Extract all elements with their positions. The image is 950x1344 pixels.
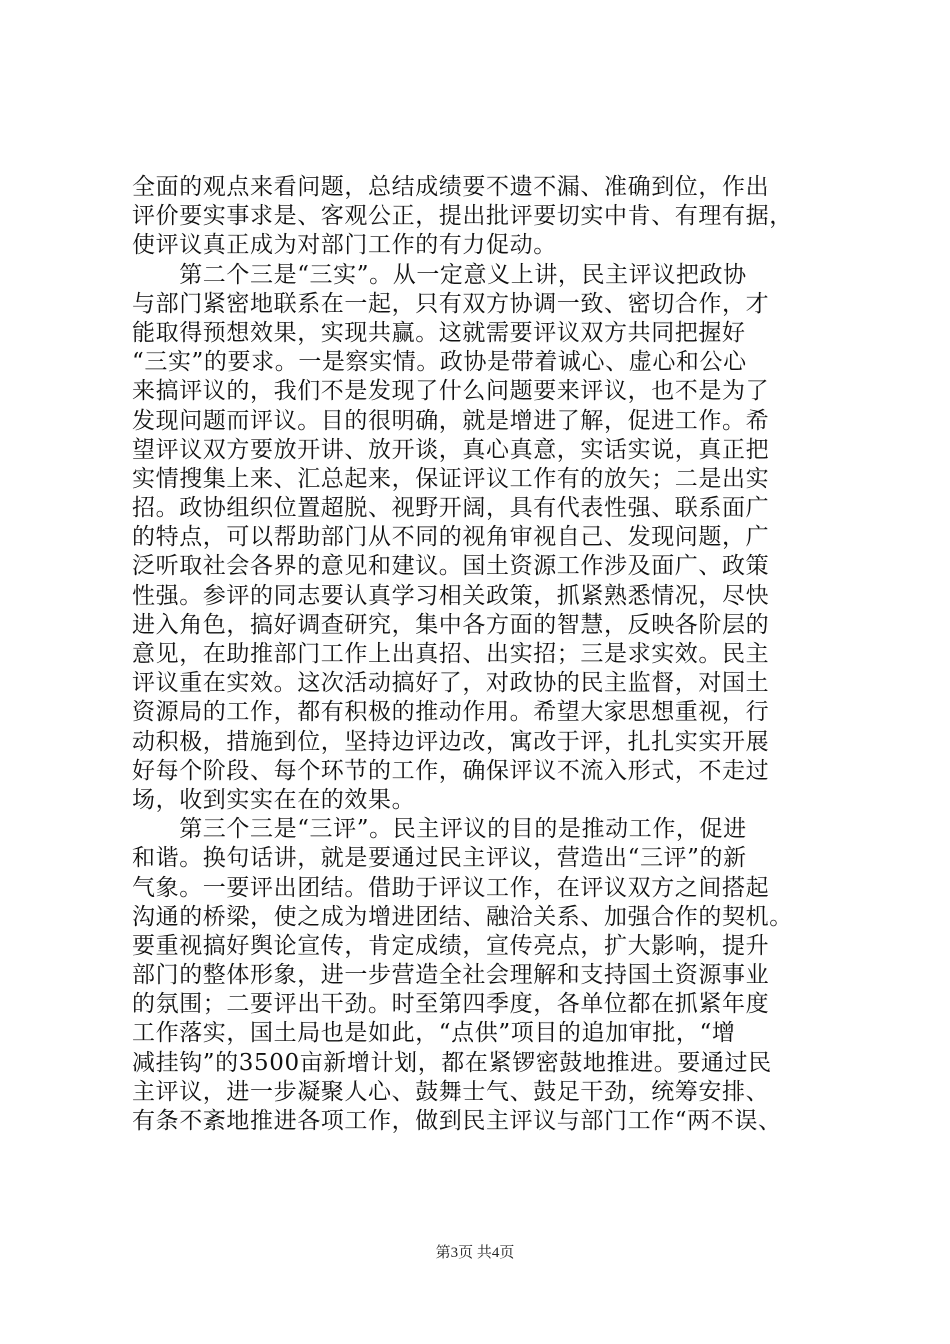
body-text	[132, 173, 852, 1136]
text-line: 场，收到实实在在的效果。	[132, 786, 416, 813]
text-line: 要重视搞好舆论宣传，肯定成绩，宣传亮点，扩大影响，提升	[132, 932, 770, 959]
text-line: 和谐。换句话讲，就是要通过民主评议，营造出“三评”的新	[132, 845, 747, 872]
text-line: 沟通的桥梁，使之成为增进团结、融洽关系、加强合作的契机。	[132, 903, 793, 930]
text-line: 来搞评议的，我们不是发现了什么问题要来评议，也不是为了	[132, 378, 770, 405]
text-line: 气象。一要评出团结。借助于评议工作，在评议双方之间搭起	[132, 874, 770, 901]
text-line: 意见，在助推部门工作上出真招、出实招；三是求实效。民主	[132, 641, 770, 667]
text-line: 第二个三是“三实”。从一定意义上讲，民主评议把政协	[132, 261, 747, 288]
text-line: 部门的整体形象，进一步营造全社会理解和支持国土资源事业	[132, 962, 770, 989]
page-number-label: 第3页 共4页	[435, 1245, 515, 1261]
text-line: 动积极，措施到位，坚持边评边改，寓改于评，扎扎实实开展	[132, 728, 770, 755]
text-line: 工作落实，国土局也是如此，“点供”项目的追加审批，“增	[132, 1020, 736, 1047]
text-line: 资源局的工作，都有积极的推动作用。希望大家思想重视，行	[132, 699, 770, 726]
text-line: 有条不紊地推进各项工作，做到民主评议与部门工作“两不误、	[132, 1108, 782, 1134]
text-line: “三实”的要求。一是察实情。政协是带着诚心、虚心和公心	[132, 349, 747, 376]
text-line: 进入角色，搞好调查研究，集中各方面的智慧，反映各阶层的	[132, 611, 770, 638]
text-line: 泛听取社会各界的意见和建议。国土资源工作涉及面广、政策	[132, 553, 770, 580]
text-line: 减挂钩”的3500亩新增计划，都在紧锣密鼓地推进。要通过民	[132, 1049, 772, 1076]
text-line: 好每个阶段、每个环节的工作，确保评议不流入形式，不走过	[132, 757, 770, 784]
text-line: 第三个三是“三评”。民主评议的目的是推动工作，促进	[132, 816, 747, 843]
text-line: 发现问题而评议。目的很明确，就是增进了解，促进工作。希	[132, 407, 770, 434]
text-line: 评议重在实效。这次活动搞好了，对政协的民主监督，对国土	[132, 670, 770, 697]
text-line: 的特点，可以帮助部门从不同的视角审视自己、发现问题，广	[132, 524, 770, 551]
text-line: 与部门紧密地联系在一起，只有双方协调一致、密切合作，才	[132, 290, 770, 317]
text-line: 望评议双方要放开讲、放开谈，真心真意，实话实说，真正把	[132, 436, 770, 463]
text-line: 评价要实事求是、客观公正，提出批评要切实中肯、有理有据，	[132, 203, 793, 230]
text-line: 使评议真正成为对部门工作的有力促动。	[132, 232, 557, 259]
text-line: 主评议，进一步凝聚人心、鼓舞士气、鼓足干劲，统筹安排、	[132, 1078, 770, 1105]
text-line: 全面的观点来看问题，总结成绩要不遗不漏、准确到位，作出	[132, 174, 770, 200]
page-footer	[0, 1243, 950, 1263]
text-line: 实情搜集上来、汇总起来，保证评议工作有的放矢；二是出实	[132, 465, 770, 492]
text-line: 的氛围；二要评出干劲。时至第四季度，各单位都在抓紧年度	[132, 991, 770, 1018]
text-line: 招。政协组织位置超脱、视野开阔，具有代表性强、联系面广	[132, 495, 770, 522]
text-line: 能取得预想效果，实现共赢。这就需要评议双方共同把握好	[132, 319, 746, 346]
text-line: 性强。参评的同志要认真学习相关政策，抓紧熟悉情况，尽快	[132, 582, 770, 609]
